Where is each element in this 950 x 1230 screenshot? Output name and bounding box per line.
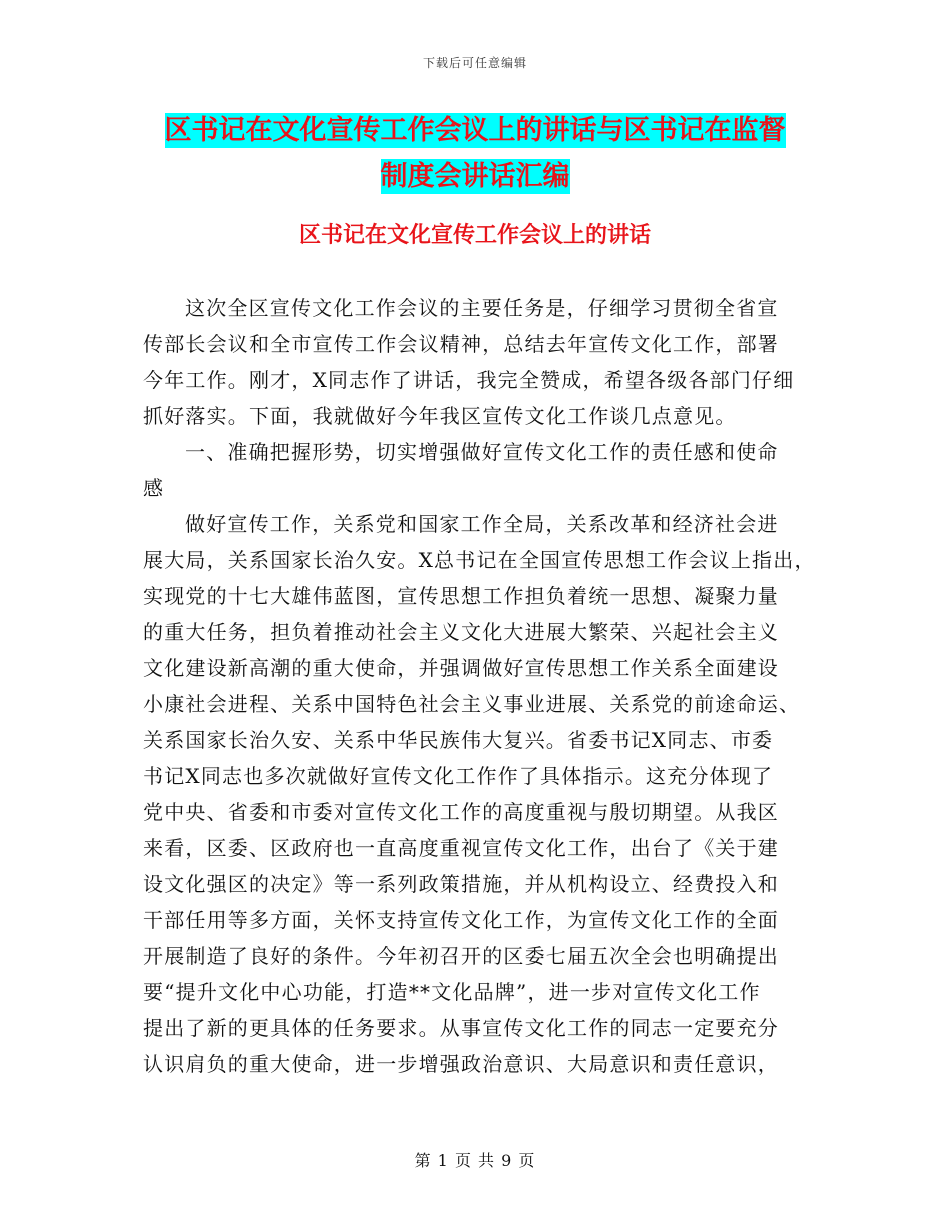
heading-line: 一、准确把握形势，切实增强做好宣传文化工作的责任感和使命 <box>185 440 779 464</box>
document-title <box>0 108 950 200</box>
paragraph-line: 这次全区宣传文化工作会议的主要任务是，仔细学习贯彻全省宣 <box>185 296 779 320</box>
paragraph-line: 实现党的十七大雄伟蓝图，宣传思想工作担负着统一思想、凝聚力量 <box>143 584 779 608</box>
heading-line: 感 <box>143 476 165 500</box>
paragraph-line: 提出了新的更具体的任务要求。从事宣传文化工作的同志一定要充分 <box>143 1016 779 1040</box>
paragraph-line: 设文化强区的决定》等一系列政策措施，并从机构设立、经费投入和 <box>143 872 779 896</box>
paragraph-line: 来看，区委、区政府也一直高度重视宣传文化工作，出台了《关于建 <box>143 836 779 860</box>
paragraph-line: 做好宣传工作，关系党和国家工作全局，关系改革和经济社会进 <box>185 512 779 536</box>
paragraph-line: 认识肩负的重大使命，进一步增强政治意识、大局意识和责任意识， <box>143 1052 779 1076</box>
paragraph-line: 干部任用等多方面，关怀支持宣传文化工作，为宣传文化工作的全面 <box>143 908 779 932</box>
paragraph-line: 开展制造了良好的条件。今年初召开的区委七届五次全会也明确提出 <box>143 944 779 968</box>
page-footer: 第 1 页 共 9 页 <box>414 1151 536 1170</box>
paragraph-line: 抓好落实。下面，我就做好今年我区宣传文化工作谈几点意见。 <box>143 404 737 428</box>
paragraph-line: 传部长会议和全市宣传工作会议精神，总结去年宣传文化工作，部署 <box>143 332 779 356</box>
section-title: 区书记在文化宣传工作会议上的讲话 <box>298 223 651 248</box>
paragraph-line: 党中央、省委和市委对宣传文化工作的高度重视与殷切期望。从我区 <box>143 800 779 824</box>
paragraph-line: 文化建设新高潮的重大使命，并强调做好宣传思想工作关系全面建设 <box>143 656 779 680</box>
header-note: 下载后可任意编辑 <box>422 56 527 70</box>
paragraph-line: 书记X同志也多次就做好宣传文化工作作了具体指示。这充分体现了 <box>143 764 774 788</box>
paragraph-line: 今年工作。刚才，X同志作了讲话，我完全赞成，希望各级各部门仔细 <box>143 368 795 392</box>
paragraph-line: 关系国家长治久安、关系中华民族伟大复兴。省委书记X同志、市委 <box>143 728 774 752</box>
paragraph-line: 要“提升文化中心功能，打造**文化品牌”，进一步对宣传文化工作 <box>143 980 761 1004</box>
title-line-2: 制度会讲话汇编 <box>380 161 570 192</box>
body-text <box>143 290 823 1082</box>
paragraph-line: 展大局，关系国家长治久安。X总书记在全国宣传思想工作会议上指出， <box>143 548 816 572</box>
title-line-1: 区书记在文化宣传工作会议上的讲话与区书记在监督 <box>164 115 786 146</box>
paragraph-line: 的重大任务，担负着推动社会主义文化大进展大繁荣、兴起社会主义 <box>143 620 779 644</box>
paragraph-line: 小康社会进程、关系中国特色社会主义事业进展、关系党的前途命运、 <box>143 692 801 716</box>
